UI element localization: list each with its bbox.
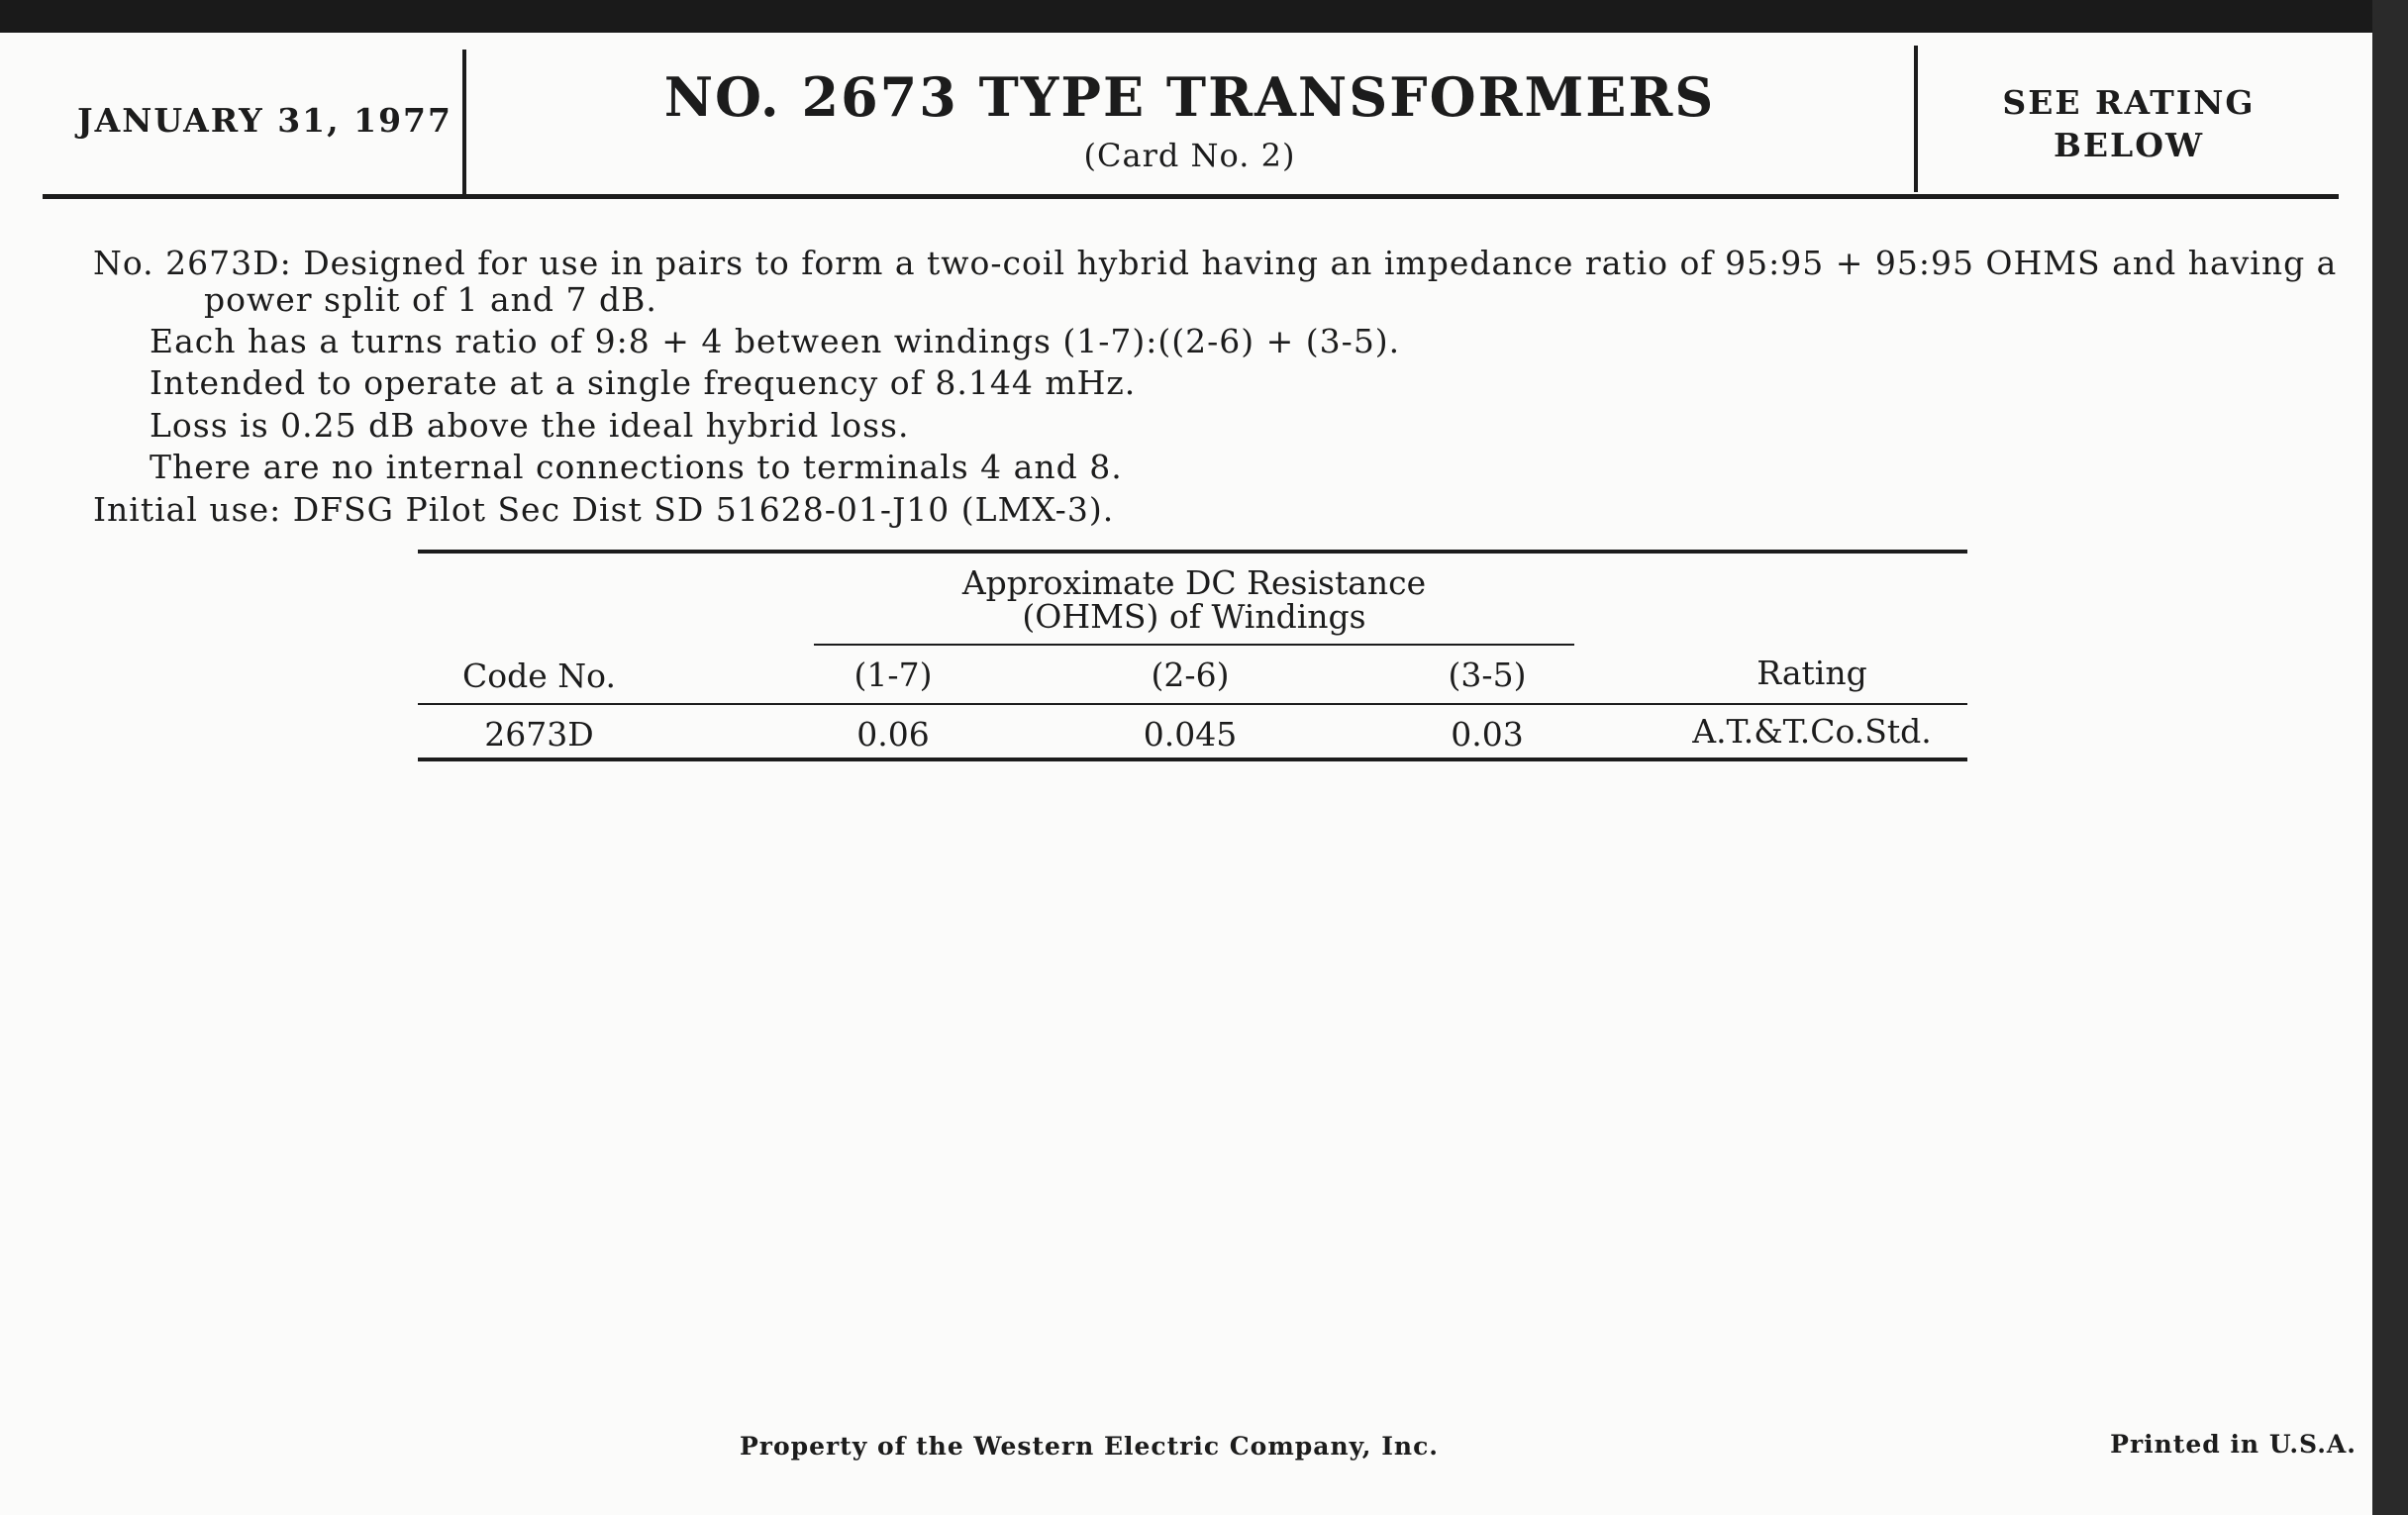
rating-note-line2: BELOW (2053, 126, 2205, 164)
cell-1-7: 0.06 (856, 715, 930, 754)
rating-note (1918, 81, 2340, 166)
group-header-line1: Approximate DC Resistance (961, 563, 1427, 602)
description-line-1-continued: power split of 1 and 7 dB. (204, 280, 657, 319)
group-header-rule (814, 644, 1574, 646)
initial-use-line: Initial use: DFSG Pilot Sec Dist SD 51628-01-J10 (LMX-3). (93, 490, 1115, 529)
cell-rating: A.T.&T.Co.Std. (1692, 712, 1932, 751)
rating-note-line1: SEE RATING (2002, 83, 2256, 122)
loss-line: Loss is 0.25 dB above the ideal hybrid loss. (150, 406, 910, 445)
header-bottom-rule (418, 703, 1967, 705)
connections-line: There are no internal connections to terminals 4 and 8. (150, 448, 1123, 486)
cell-2-6: 0.045 (1143, 715, 1238, 754)
group-header-line2: (OHMS) of Windings (1022, 597, 1366, 636)
property-notice: Property of the Western Electric Company, Inc. (739, 1432, 1439, 1461)
column-header-3-5: (3-5) (1448, 656, 1527, 694)
cell-code: 2673D (484, 715, 594, 754)
frequency-line: Intended to operate at a single frequency of 8.144 mHz. (150, 363, 1137, 402)
column-header-rating: Rating (1756, 654, 1867, 692)
cell-3-5: 0.03 (1451, 715, 1524, 754)
card-date: JANUARY 31, 1977 (77, 101, 452, 140)
description-line-1: No. 2673D: Designed for use in pairs to form a two-coil hybrid having an impedance ratio of 95:95 + 95:95 OHMS and having a (93, 244, 2338, 282)
turns-ratio-line: Each has a turns ratio of 9:8 + 4 between windings (1-7):((2-6) + (3-5). (150, 322, 1401, 360)
card-subtitle: (Card No. 2) (1083, 137, 1296, 174)
column-header-1-7: (1-7) (853, 656, 933, 694)
column-header-2-6: (2-6) (1151, 656, 1230, 694)
header-rule (43, 194, 2339, 199)
table-top-rule (418, 550, 1967, 554)
card-edge-shadow (2372, 0, 2408, 1515)
card-title: NO. 2673 TYPE TRANSFORMERS (663, 65, 1716, 129)
column-header-code: Code No. (462, 656, 616, 695)
printed-notice: Printed in U.S.A. (2110, 1430, 2357, 1459)
table-bottom-rule (418, 758, 1967, 761)
